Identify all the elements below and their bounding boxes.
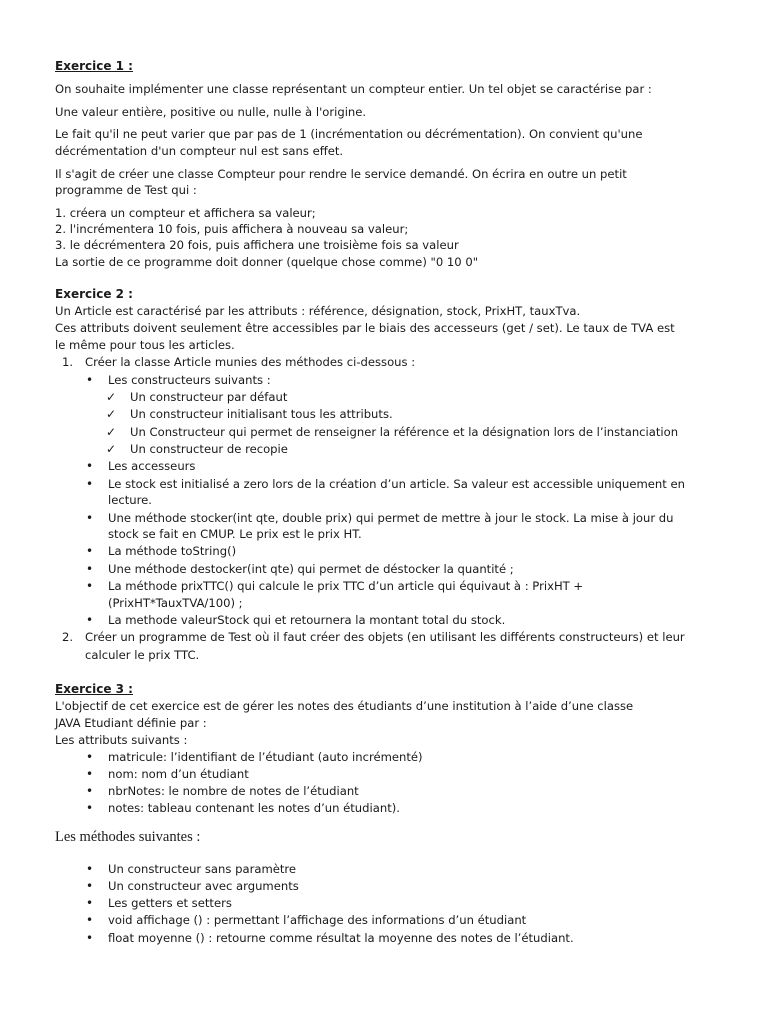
ex1-paragraph-1: On souhaite implémenter une classe représentant un compteur entier. Un tel objet se caractérise par : bbox=[55, 82, 652, 96]
ex2-bullet-stock-line-2: lecture. bbox=[108, 493, 152, 507]
ex2-bullet-tostring: La méthode toString() bbox=[108, 544, 237, 558]
check-icon: ✓ bbox=[106, 407, 117, 421]
ex2-paragraph-2-line-1: Ces attributs doivent seulement être accessibles par le biais des accesseurs (get / set). Le taux de TVA est bbox=[55, 321, 675, 335]
ex2-bullet-accessors: Les accesseurs bbox=[108, 459, 196, 473]
bullet-icon: • bbox=[86, 373, 94, 387]
ex3-attribute-nbrnotes: nbrNotes: le nombre de notes de l’étudiant bbox=[108, 784, 359, 798]
ex2-constructor-1: Un constructeur par défaut bbox=[130, 390, 288, 404]
bullet-icon: • bbox=[86, 931, 94, 945]
bullet-icon: • bbox=[86, 750, 94, 764]
ex2-paragraph-1: Un Article est caractérisé par les attributs : référence, désignation, stock, PrixHT, tauxTva. bbox=[55, 304, 581, 318]
ex3-method-5: float moyenne () : retourne comme résultat la moyenne des notes de l’étudiant. bbox=[108, 931, 574, 945]
ex2-constructor-2: Un constructeur initialisant tous les attributs. bbox=[130, 407, 393, 421]
ex2-bullet-stocker-line-1: Une méthode stocker(int qte, double prix) qui permet de mettre à jour le stock. La mise à jour du bbox=[108, 511, 674, 525]
ex2-step-1-number: 1. bbox=[62, 355, 74, 369]
ex2-constructor-3: Un Constructeur qui permet de renseigner la référence et la désignation lors de l’instanciation bbox=[130, 425, 679, 439]
ex2-constructor-4: Un constructeur de recopie bbox=[130, 442, 288, 456]
ex3-attribute-notes: notes: tableau contenant les notes d’un étudiant). bbox=[108, 801, 400, 815]
ex3-method-3: Les getters et setters bbox=[108, 896, 232, 910]
bullet-icon: • bbox=[86, 913, 94, 927]
ex2-bullet-valeurstock: La methode valeurStock qui et retournera la montant total du stock. bbox=[108, 613, 506, 627]
ex3-attribute-matricule: matricule: l’identifiant de l’étudiant (auto incrémenté) bbox=[108, 750, 423, 764]
ex1-paragraph-4-line-2: programme de Test qui : bbox=[55, 183, 197, 197]
ex3-method-4: void affichage () : permettant l’affichage des informations d’un étudiant bbox=[108, 913, 527, 927]
ex2-bullet-prixttc-line-1: La méthode prixTTC() qui calcule le prix TTC d’un article qui équivaut à : PrixHT + bbox=[108, 579, 584, 593]
ex3-method-2: Un constructeur avec arguments bbox=[108, 879, 299, 893]
ex2-bullet-constructors: Les constructeurs suivants : bbox=[108, 373, 271, 387]
ex2-bullet-prixttc-line-2: (PrixHT*TauxTVA/100) ; bbox=[108, 596, 243, 610]
exercise-3-title: Exercice 3 : bbox=[55, 682, 133, 696]
ex2-step-1: Créer la classe Article munies des méthodes ci-dessous : bbox=[85, 355, 416, 369]
ex3-paragraph-1-line-2: JAVA Etudiant définie par : bbox=[55, 716, 207, 730]
bullet-icon: • bbox=[86, 511, 94, 525]
ex1-list-item-3: 3. le décrémentera 20 fois, puis affichera une troisième fois sa valeur bbox=[55, 238, 459, 252]
ex1-paragraph-2: Une valeur entière, positive ou nulle, nulle à l'origine. bbox=[55, 105, 367, 119]
ex2-step-2-line-2: calculer le prix TTC. bbox=[85, 648, 200, 662]
ex2-bullet-stock-line-1: Le stock est initialisé a zero lors de la création d’un article. Sa valeur est accessible uniquement en bbox=[108, 477, 685, 491]
bullet-icon: • bbox=[86, 767, 94, 781]
bullet-icon: • bbox=[86, 544, 94, 558]
bullet-icon: • bbox=[86, 896, 94, 910]
bullet-icon: • bbox=[86, 862, 94, 876]
check-icon: ✓ bbox=[106, 390, 117, 404]
bullet-icon: • bbox=[86, 562, 94, 576]
bullet-icon: • bbox=[86, 879, 94, 893]
ex2-bullet-destocker: Une méthode destocker(int qte) qui permet de déstocker la quantité ; bbox=[108, 562, 514, 576]
check-icon: ✓ bbox=[106, 442, 117, 456]
exercise-2-title: Exercice 2 : bbox=[55, 287, 133, 301]
ex2-paragraph-2-line-2: le même pour tous les articles. bbox=[55, 338, 235, 352]
bullet-icon: • bbox=[86, 784, 94, 798]
ex3-methods-heading: Les méthodes suivantes : bbox=[55, 829, 201, 845]
bullet-icon: • bbox=[86, 579, 94, 593]
check-icon: ✓ bbox=[106, 425, 117, 439]
ex1-list-item-2: 2. l'incrémentera 10 fois, puis affichera à nouveau sa valeur; bbox=[55, 222, 409, 236]
ex3-attributes-heading: Les attributs suivants : bbox=[55, 733, 188, 747]
bullet-icon: • bbox=[86, 459, 94, 473]
bullet-icon: • bbox=[86, 801, 94, 815]
ex3-attribute-nom: nom: nom d’un étudiant bbox=[108, 767, 249, 781]
exercise-1-title: Exercice 1 : bbox=[55, 59, 133, 73]
bullet-icon: • bbox=[86, 613, 94, 627]
ex1-list-item-1: 1. créera un compteur et affichera sa valeur; bbox=[55, 206, 316, 220]
ex1-output-note: La sortie de ce programme doit donner (quelque chose comme) "0 10 0" bbox=[55, 255, 479, 269]
ex2-step-2-number: 2. bbox=[62, 630, 74, 644]
ex2-step-2-line-1: Créer un programme de Test où il faut créer des objets (en utilisant les différents constructeurs) et leur bbox=[85, 630, 685, 644]
ex3-paragraph-1-line-1: L'objectif de cet exercice est de gérer les notes des étudiants d’une institution à l’aide d’une classe bbox=[55, 699, 634, 713]
bullet-icon: • bbox=[86, 477, 94, 491]
ex2-bullet-stocker-line-2: stock se fait en CMUP. Le prix est le prix HT. bbox=[108, 527, 362, 541]
ex1-paragraph-3-line-1: Le fait qu'il ne peut varier que par pas de 1 (incrémentation ou décrémentation). On convient qu'une bbox=[55, 127, 643, 141]
ex3-method-1: Un constructeur sans paramètre bbox=[108, 862, 297, 876]
ex1-paragraph-4-line-1: Il s'agit de créer une classe Compteur pour rendre le service demandé. On écrira en outre un petit bbox=[55, 167, 627, 181]
ex1-paragraph-3-line-2: décrémentation d'un compteur nul est sans effet. bbox=[55, 144, 344, 158]
